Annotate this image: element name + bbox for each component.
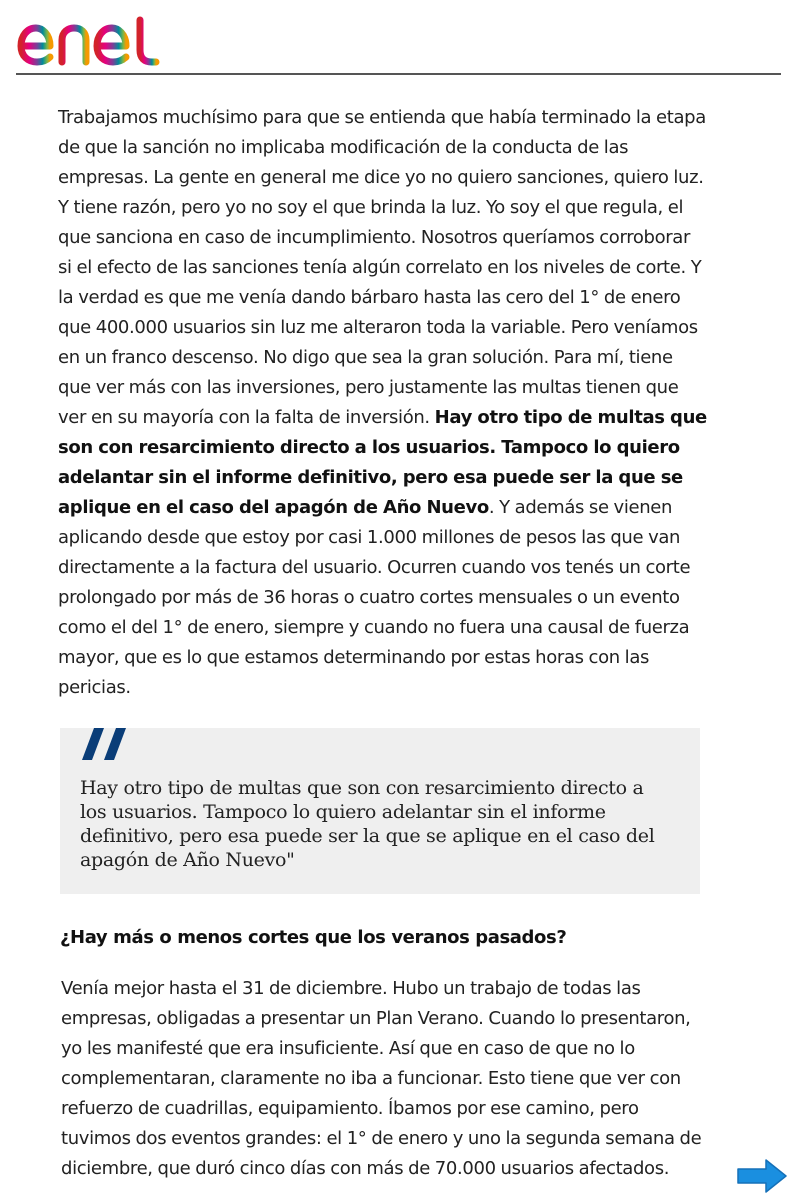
header-divider bbox=[16, 73, 781, 75]
quote-mark-icon bbox=[80, 728, 128, 760]
paragraph-1-intro: Trabajamos muchísimo para que se entienda que había terminado la etapa de que la sanción no implicaba modificación de la conducta de las empresas. La gente en general me dice yo no quiero sanciones, quiero luz. Y tiene razón, pero yo no soy el que brinda la luz. Yo soy el que regula, el que sanciona en caso de incumplimiento. Nosotros queríamos corroborar si el efecto de las sanciones tenía algún correlato en los niveles de corte. Y la verdad es que me venía dando bárbaro hasta las cero del 1° de enero que 400.000 usuarios sin luz me alteraron toda la variable. Pero veníamos en un franco descenso. No digo que sea la gran solución. Para mí, tiene que ver más con las inversiones, pero justamente las multas tienen que ver en su mayoría con la falta de inversión. bbox=[58, 107, 706, 428]
enel-logo[interactable] bbox=[16, 16, 172, 68]
interview-question: ¿Hay más o menos cortes que los veranos pasados? bbox=[60, 927, 567, 948]
next-arrow-icon[interactable] bbox=[736, 1158, 788, 1194]
paragraph-1-bold: Hay otro tipo de multas que son con resarcimiento directo a los usuarios. Tampoco lo quiero adelantar sin el informe definitivo, pero esa puede ser la que se aplique en el caso del apagón de Año Nuevo bbox=[58, 407, 707, 518]
article-body bbox=[58, 103, 708, 1184]
page-header bbox=[0, 0, 800, 76]
article-paragraph-1 bbox=[58, 103, 708, 703]
article-paragraph-2: Venía mejor hasta el 31 de diciembre. Hubo un trabajo de todas las empresas, obligadas a presentar un Plan Verano. Cuando lo presentaron, yo les manifesté que era insuficiente. Así que en caso de que no lo complementaran, claramente no iba a funcionar. Esto tiene que ver con refuerzo de cuadrillas, equipamiento. Íbamos por ese camino, pero tuvimos dos eventos grandes: el 1° de enero y uno la segunda semana de diciembre, que duró cinco días con más de 70.000 usuarios afectados. bbox=[61, 978, 702, 1179]
pull-quote bbox=[60, 728, 700, 894]
pull-quote-text: Hay otro tipo de multas que son con resarcimiento directo a los usuarios. Tampoco lo quiero adelantar sin el informe definitivo, pero esa puede ser la que se aplique en el caso del apagón de Año Nuevo" bbox=[80, 777, 655, 871]
paragraph-1-rest: . Y además se vienen aplicando desde que estoy por casi 1.000 millones de pesos las que van directamente a la factura del usuario. Ocurren cuando vos tenés un corte prolongado por más de 36 horas o cuatro cortes mensuales o un evento como el del 1° de enero, siempre y cuando no fuera una causal de fuerza mayor, que es lo que estamos determinando por estas horas con las pericias. bbox=[58, 497, 691, 698]
